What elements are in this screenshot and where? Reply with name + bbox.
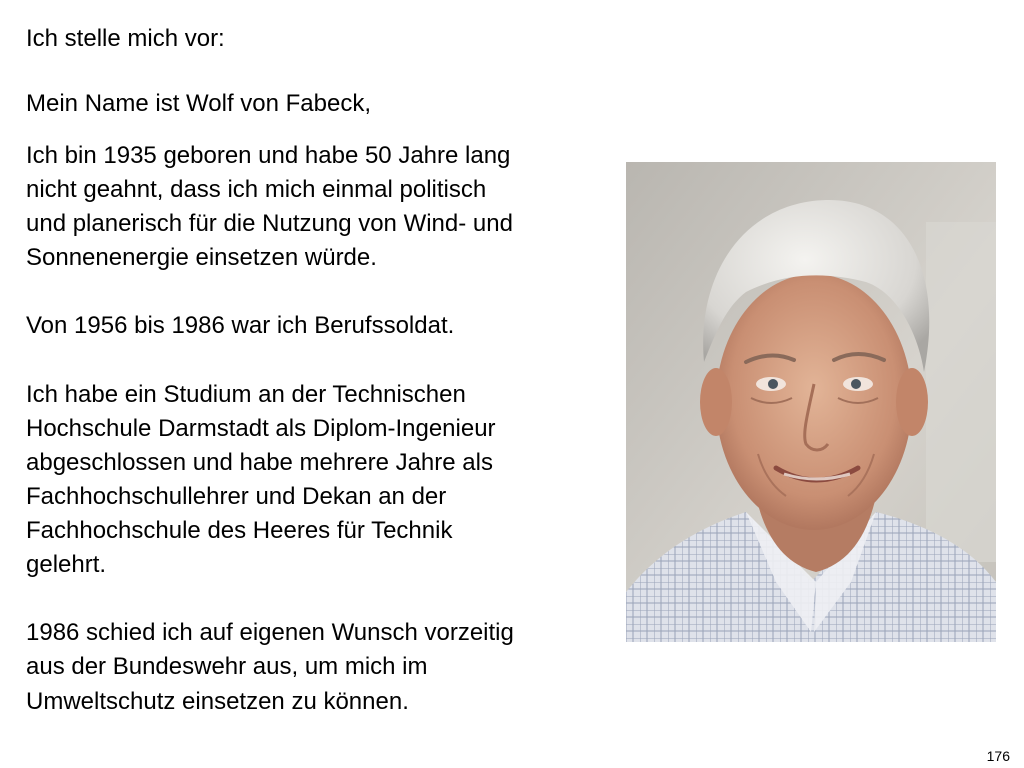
paragraph-retirement: 1986 schied ich auf eigenen Wunsch vorzeitig aus der Bundeswehr aus, um mich im Umweltschutz einsetzen zu können.: [26, 619, 514, 715]
paragraph-spacer: [26, 275, 616, 309]
paragraph-birth: Ich bin 1935 geboren und habe 50 Jahre lang nicht geahnt, dass ich mich einmal politisch und planerisch für die Nutzung von Wind- und Sonnenenergie einsetzen würde.: [26, 142, 513, 272]
page-number: 176: [986, 748, 1010, 764]
name-line: Mein Name ist Wolf von Fabeck,: [26, 90, 372, 117]
portrait-photo: [626, 162, 996, 642]
paragraph-soldier: Von 1956 bis 1986 war ich Berufssoldat.: [26, 312, 455, 340]
slide-heading: Ich stelle mich vor:: [26, 25, 225, 52]
portrait-illustration: [626, 162, 996, 642]
paragraph-spacer: [26, 344, 616, 378]
paragraph-studies: Ich habe ein Studium an der Technischen Hochschule Darmstadt als Diplom-Ingenieur abgeschlossen und habe mehrere Jahre als Fachhochschullehrer und Dekan an der Fachhochschule des Heeres für Technik gelehrt.: [26, 380, 496, 579]
paragraph-spacer: [26, 582, 616, 616]
body-text: [26, 139, 616, 719]
